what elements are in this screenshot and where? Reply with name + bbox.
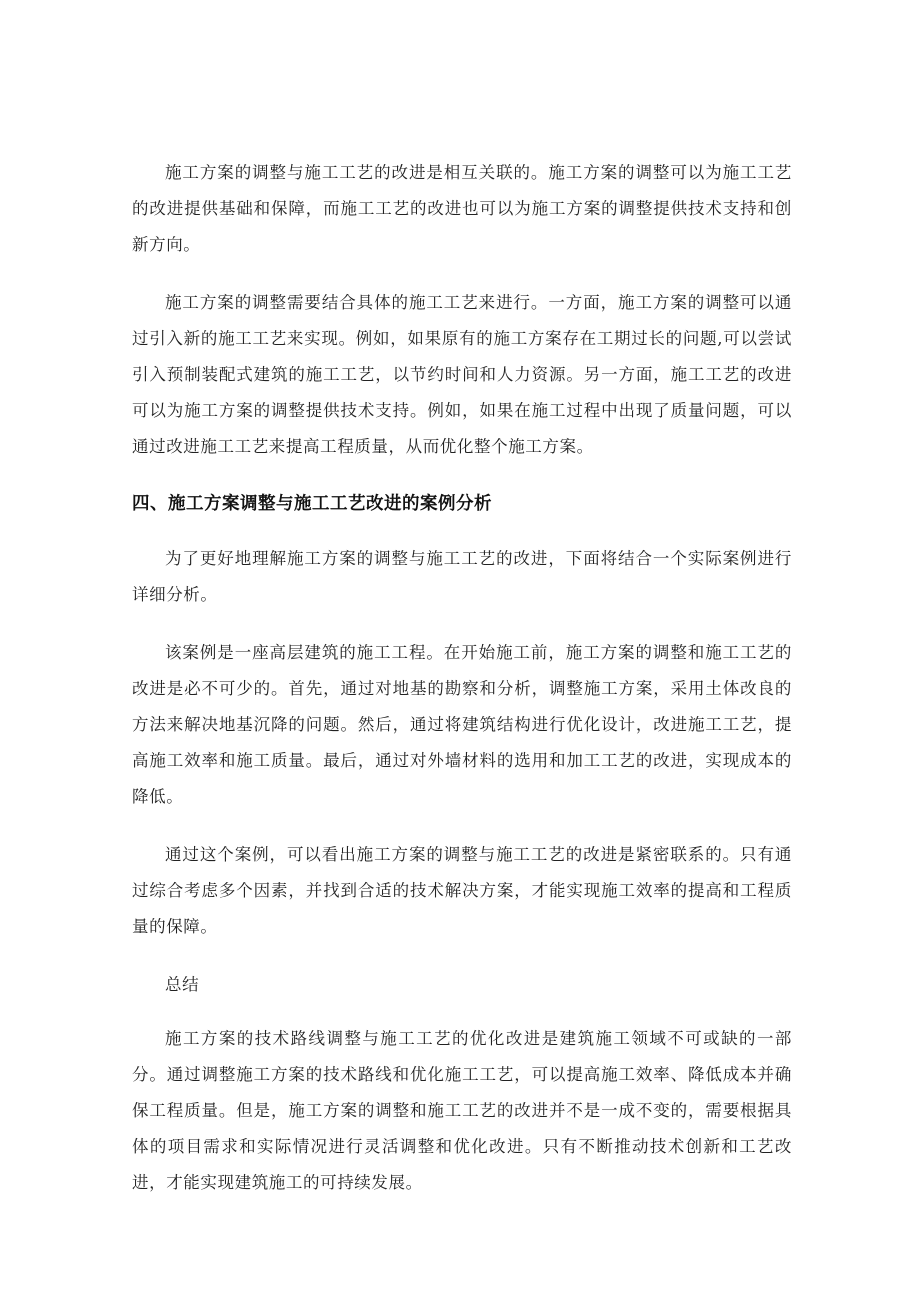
paragraph-relationship: 施工方案的调整与施工工艺的改进是相互关联的。施工方案的调整可以为施工工艺的改进提供基础和保障，而施工工艺的改进也可以为施工方案的调整提供技术支持和创新方向。 xyxy=(132,163,792,254)
summary-label: 总结 xyxy=(165,975,200,994)
document-page xyxy=(132,155,792,1223)
paragraph-combination: 施工方案的调整需要结合具体的施工工艺来进行。一方面，施工方案的调整可以通过引入新的施工工艺来实现。例如，如果原有的施工方案存在工期过长的问题,可以尝试引入预制装配式建筑的施工工艺，以节约时间和人力资源。另一方面，施工工艺的改进可以为施工方案的调整提供技术支持。例如，如果在施工过程中出现了质量问题，可以通过改进施工工艺来提高工程质量，从而优化整个施工方案。 xyxy=(132,293,792,456)
paragraph-summary: 施工方案的技术路线调整与施工工艺的优化改进是建筑施工领域不可或缺的一部分。通过调整施工方案的技术路线和优化施工工艺，可以提高施工效率、降低成本并确保工程质量。但是，施工方案的调整和施工工艺的改进并不是一成不变的，需要根据具体的项目需求和实际情况进行灵活调整和优化改进。只有不断推动技术创新和工艺改进，才能实现建筑施工的可持续发展。 xyxy=(132,1029,792,1192)
paragraph-case-detail: 该案例是一座高层建筑的施工工程。在开始施工前，施工方案的调整和施工工艺的改进是必不可少的。首先，通过对地基的勘察和分析，调整施工方案，采用土体改良的方法来解决地基沉降的问题。然后，通过将建筑结构进行优化设计，改进施工工艺，提高施工效率和施工质量。最后，通过对外墙材料的选用和加工工艺的改进，实现成本的降低。 xyxy=(132,643,792,806)
paragraph-case-intro: 为了更好地理解施工方案的调整与施工工艺的改进，下面将结合一个实际案例进行详细分析。 xyxy=(132,549,792,604)
section-heading: 四、施工方案调整与施工工艺改进的案例分析 xyxy=(132,494,492,514)
paragraph-case-conclusion: 通过这个案例，可以看出施工方案的调整与施工工艺的改进是紧密联系的。只有通过综合考虑多个因素，并找到合适的技术解决方案，才能实现施工效率的提高和工程质量的保障。 xyxy=(132,845,792,936)
